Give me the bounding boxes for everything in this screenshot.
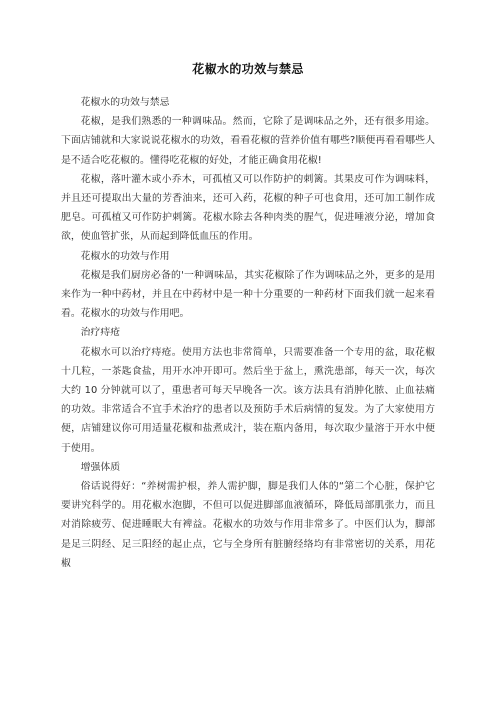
paragraph: 花椒，落叶灌木或小乔木，可孤植又可以作防护的刺篱。其果皮可作为调味料，并且还可提取出大量的芳香油来，还可入药，花椒的种子可也食用，还可加工制作成肥皂。可孤植又可作防护刺篱。花椒水除去各种肉类的腥气，促进唾液分泌，增加食欲，使血管扩张，从而起到降低血压的作用。	[61, 173, 435, 243]
paragraph: 花椒水可以治疗痔疮。使用方法也非常简单，只需要准备一个专用的盆，取花椒十几粒，一茶匙食盐，用开水冲开即可。然后坐于盆上，熏洗患部，每天一次，每次大约 10 分钟就可以了，重患者可每天早晚各一次。该方法具有消肿化脓、止血祛痛的功效。非常适合不宜手术治疗的患者以及预防手术后病情的复发。为了大家使用方便，店铺建议你可用适量花椒和盐煮成汁，装在瓶内备用，每次取少量溶于开水中便于使用。	[61, 346, 435, 454]
section-heading: 增强体质	[80, 461, 121, 473]
section-heading: 治疗痔疮	[80, 327, 121, 339]
section-heading: 花椒水的功效与作用	[80, 250, 170, 262]
paragraph: 花椒是我们厨房必备的'一种调味品，其实花椒除了作为调味品之外，更多的是用来作为一种中药材，并且在中药材中是一种十分重要的一种药材下面我们就一起来看看。花椒水的功效与作用吧。	[61, 269, 435, 320]
paragraph: 俗话说得好：“养树需护根，养人需护脚，脚是我们人体的“第二个心脏，保护它要讲究科学的。用花椒水泡脚，不但可以促进脚部血液循环，降低局部肌张力，而且对消除疲劳、促进睡眠大有裨益。花椒水的功效与作用非常多了。中医们认为，脚部是足三阴经、足三阳经的起止点，它与全身所有脏腑经络均有非常密切的关系，用花椒	[61, 481, 435, 569]
section-heading: 花椒水的功效与禁忌	[80, 97, 170, 108]
paragraph: 花椒，是我们熟悉的一种调味品。然而，它除了是调味品之外，还有很多用途。下面店铺就和大家说说花椒水的功效，看看花椒的营养价值有哪些?顺便再看看哪些人是不适合吃花椒的。懂得吃花椒的好处，才能正确食用花椒!	[61, 116, 435, 166]
document-title: 花椒水的功效与禁忌	[192, 62, 304, 76]
